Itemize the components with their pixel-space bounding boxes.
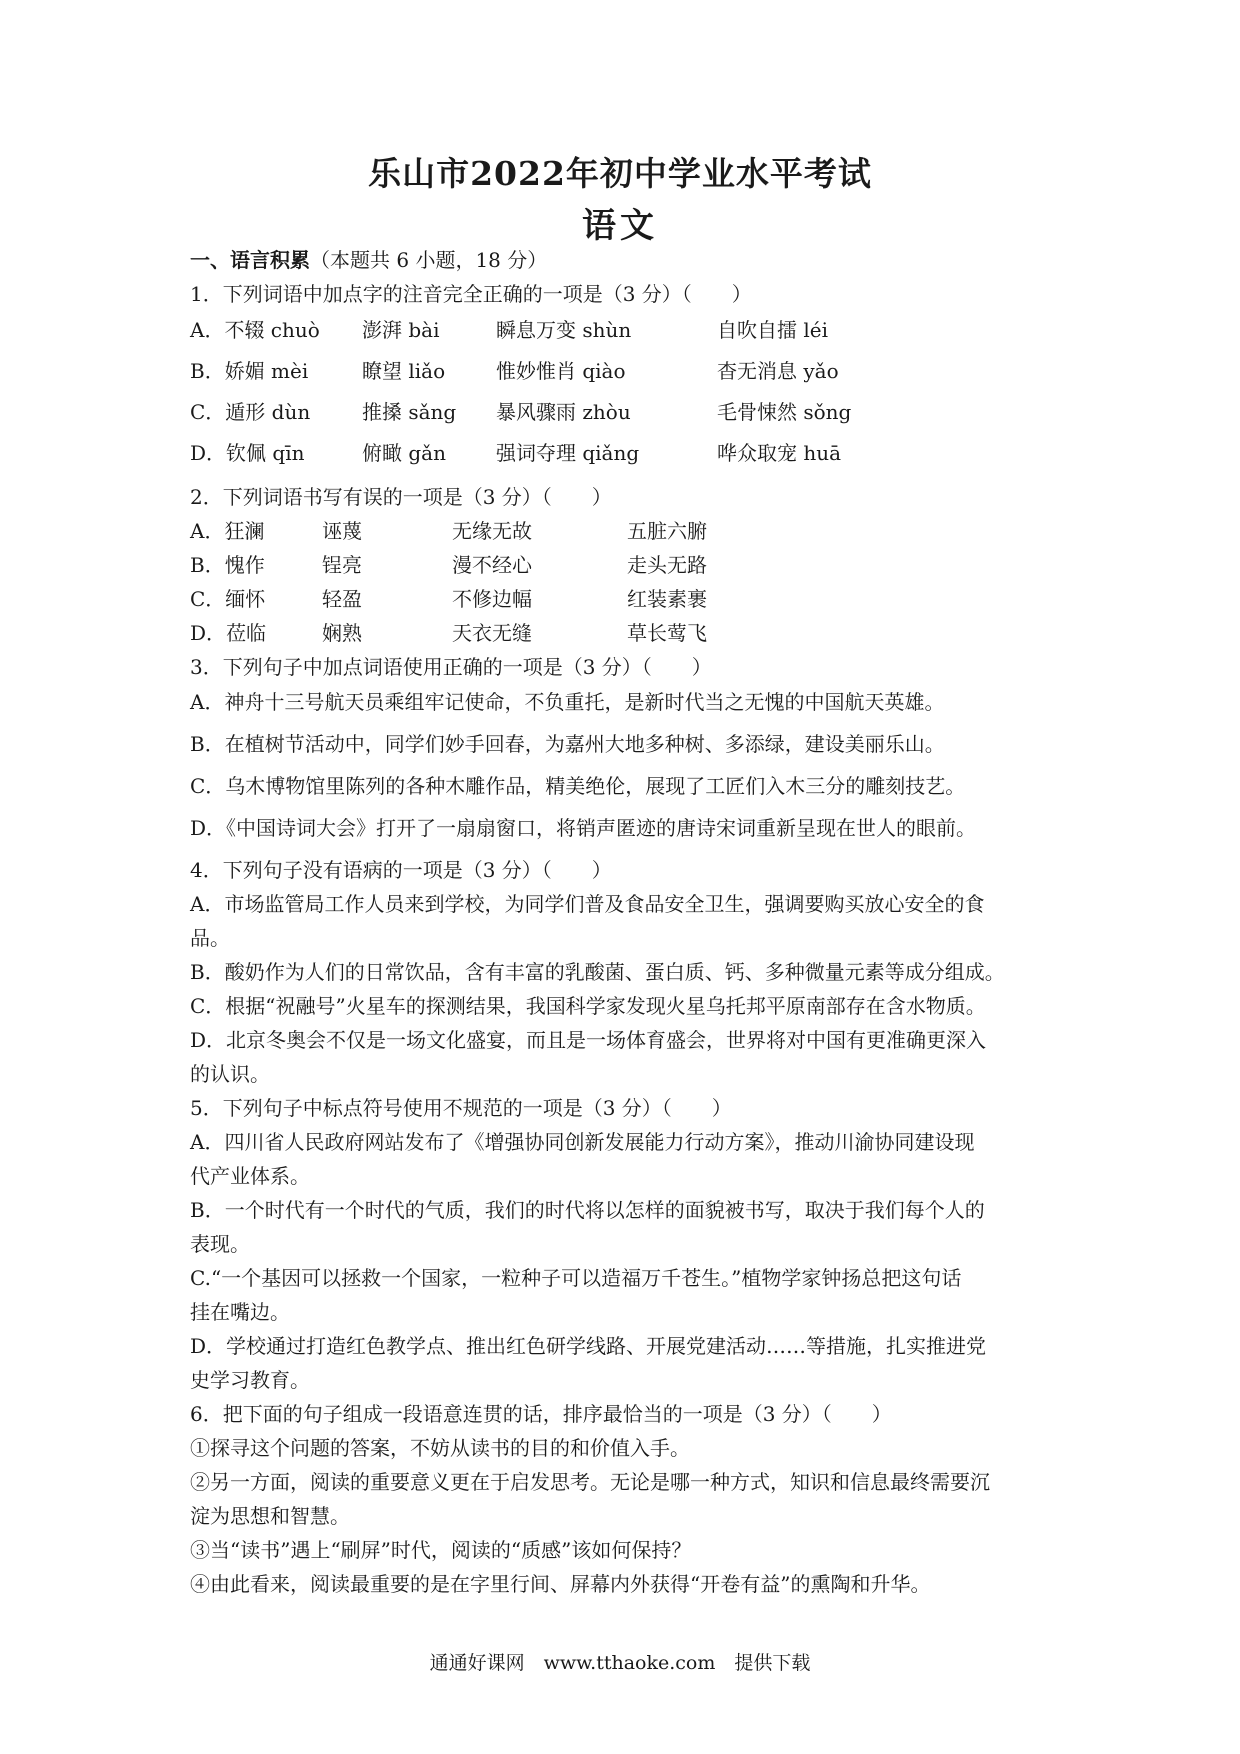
question-4-line: 品。 xyxy=(190,926,230,950)
question-1-stem: 1．下列词语中加点字的注音完全正确的一项是（3 分）（ ） xyxy=(190,282,752,306)
option-cell: 无缘无故 xyxy=(452,519,532,543)
option-cell: 娴熟 xyxy=(322,621,362,645)
option-cell: 澎湃 bài xyxy=(362,318,440,342)
option-cell: 俯瞰 gǎn xyxy=(362,441,446,465)
section-label: 一、语言积累 xyxy=(190,248,310,272)
option-cell: 毛骨悚然 sǒng xyxy=(717,400,852,424)
option-cell: D．钦佩 qīn xyxy=(190,441,305,465)
question-5-line: C.“一个基因可以拯救一个国家，一粒种子可以造福万千苍生。”植物学家钟扬总把这句话 xyxy=(190,1266,962,1290)
option-cell: 天衣无缝 xyxy=(452,621,532,645)
option-cell: D．莅临 xyxy=(190,621,267,645)
option-cell: 瞬息万变 shùn xyxy=(496,318,632,342)
section-heading xyxy=(190,247,547,273)
question-4-line: D．北京冬奥会不仅是一场文化盛宴，而且是一场体育盛会，世界将对中国有更准确更深入 xyxy=(190,1028,987,1052)
option-cell: 轻盈 xyxy=(322,587,362,611)
question-4-line: 的认识。 xyxy=(190,1062,270,1086)
option-cell: 锃亮 xyxy=(322,553,362,577)
question-4-line: C．根据“祝融号”火星车的探测结果，我国科学家发现火星乌托邦平原南部存在含水物质。 xyxy=(190,994,986,1018)
question-6-sentence: ③当“读书”遇上“刷屏”时代，阅读的“质感”该如何保持？ xyxy=(190,1538,692,1562)
question-4-line: A．市场监管局工作人员来到学校，为同学们普及食品安全卫生，强调要购买放心安全的食 xyxy=(190,892,985,916)
question-5-line: 表现。 xyxy=(190,1232,250,1256)
option-cell: 草长莺飞 xyxy=(627,621,707,645)
option-cell: 惟妙惟肖 qiào xyxy=(496,359,626,383)
option-cell: B．娇媚 mèi xyxy=(190,359,309,383)
option-cell: 诬蔑 xyxy=(322,519,362,543)
question-6-sentence: ②另一方面，阅读的重要意义更在于启发思考。无论是哪一种方式，知识和信息最终需要沉 xyxy=(190,1470,990,1494)
question-3-stem: 3．下列句子中加点词语使用正确的一项是（3 分）（ ） xyxy=(190,655,712,679)
option-cell: 红装素裹 xyxy=(627,587,707,611)
question-6-sentence: ①探寻这个问题的答案，不妨从读书的目的和价值入手。 xyxy=(190,1436,690,1460)
question-6-stem: 6．把下面的句子组成一段语意连贯的话，排序最恰当的一项是（3 分）（ ） xyxy=(190,1402,892,1426)
option-cell: 哗众取宠 huā xyxy=(717,441,842,465)
option-cell: 强词夺理 qiǎng xyxy=(496,441,640,465)
question-5-stem: 5．下列句子中标点符号使用不规范的一项是（3 分）（ ） xyxy=(190,1096,732,1120)
exam-title: 乐山市2022年初中学业水平考试 xyxy=(368,154,872,193)
question-3-option-a: A．神舟十三号航天员乘组牢记使命，不负重托，是新时代当之无愧的中国航天英雄。 xyxy=(190,690,945,714)
question-5-line: 挂在嘴边。 xyxy=(190,1300,290,1324)
option-cell: B．愧作 xyxy=(190,553,265,577)
option-cell: 杳无消息 yǎo xyxy=(717,359,839,383)
question-6-sentence: 淀为思想和智慧。 xyxy=(190,1504,350,1528)
question-3-option-b: B．在植树节活动中，同学们妙手回春，为嘉州大地多种树、多添绿，建设美丽乐山。 xyxy=(190,732,945,756)
option-cell: 暴风骤雨 zhòu xyxy=(496,400,631,424)
question-5-line: B．一个时代有一个时代的气质，我们的时代将以怎样的面貌被书写，取决于我们每个人的 xyxy=(190,1198,985,1222)
section-note: （本题共 6 小题，18 分） xyxy=(310,248,548,272)
option-cell: C．遁形 dùn xyxy=(190,400,311,424)
question-6-sentence: ④由此看来，阅读最重要的是在字里行间、屏幕内外获得“开卷有益”的熏陶和升华。 xyxy=(190,1572,931,1596)
option-cell: C．缅怀 xyxy=(190,587,266,611)
question-5-line: 史学习教育。 xyxy=(190,1368,310,1392)
option-cell: A．不辍 chuò xyxy=(190,318,320,342)
page-footer: 通通好课网 www.tthaoke.com 提供下载 xyxy=(429,1652,811,1674)
question-5-line: D．学校通过打造红色教学点、推出红色研学线路、开展党建活动……等措施，扎实推进党 xyxy=(190,1334,987,1358)
option-cell: 瞭望 liǎo xyxy=(362,359,446,383)
subject-title: 语文 xyxy=(582,206,658,246)
option-cell: 推搡 sǎng xyxy=(362,400,457,424)
question-4-stem: 4．下列句子没有语病的一项是（3 分）（ ） xyxy=(190,858,612,882)
option-cell: 五脏六腑 xyxy=(627,519,707,543)
option-cell: 走头无路 xyxy=(627,553,707,577)
option-cell: A．狂澜 xyxy=(190,519,265,543)
question-5-line: A．四川省人民政府网站发布了《增强协同创新发展能力行动方案》，推动川渝协同建设现 xyxy=(190,1130,975,1154)
option-cell: 不修边幅 xyxy=(452,587,532,611)
question-4-line: B．酸奶作为人们的日常饮品，含有丰富的乳酸菌、蛋白质、钙、多种微量元素等成分组成。 xyxy=(190,960,1005,984)
question-3-option-d: D．《中国诗词大会》打开了一扇扇窗口，将销声匿迹的唐诗宋词重新呈现在世人的眼前。 xyxy=(190,816,977,840)
question-2-stem: 2．下列词语书写有误的一项是（3 分）（ ） xyxy=(190,485,612,509)
question-3-option-c: C．乌木博物馆里陈列的各种木雕作品，精美绝伦，展现了工匠们入木三分的雕刻技艺。 xyxy=(190,774,966,798)
option-cell: 自吹自擂 léi xyxy=(717,318,828,342)
question-5-line: 代产业体系。 xyxy=(190,1164,310,1188)
option-cell: 漫不经心 xyxy=(452,553,532,577)
